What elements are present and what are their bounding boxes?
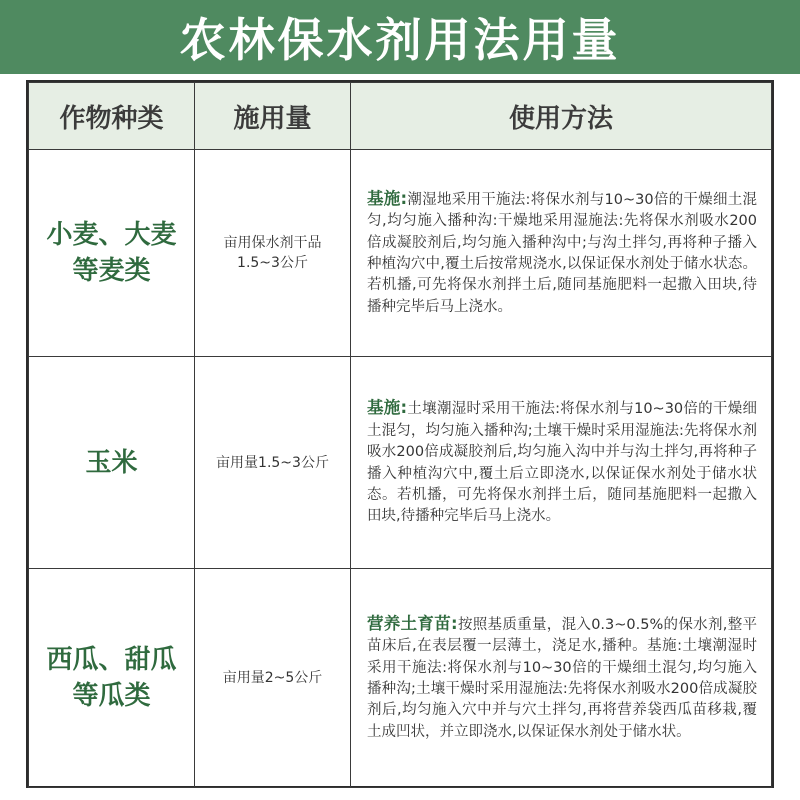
header-amount: 施用量: [195, 83, 351, 150]
method-cell: [351, 569, 772, 788]
method-label: 基施:: [367, 398, 408, 418]
method-text: 潮湿地采用干施法:将保水剂与10~30倍的干燥细土混匀,均匀施入播种沟:干燥地采用湿施法:先将保水剂吸水200倍成凝胶剂后,均匀施入播种沟中;与沟土拌匀,再将种子播入种植沟穴中,覆土后按常规浇水,以保证保水剂处于储水状态。若机播,可先将保水剂拌土后,随同基施肥料一起撒入田块,待播种完毕后马上浇水。: [367, 191, 757, 315]
amount-line1: 亩用量2~5公斤: [222, 670, 323, 686]
header-method: 使用方法: [351, 83, 772, 150]
page-title: 农林保水剂用法用量: [179, 13, 621, 67]
page-title-banner: [0, 0, 800, 74]
table-header-row: [29, 83, 772, 150]
crop-name-line1: 小麦、大麦: [46, 220, 177, 250]
crop-cell: [29, 569, 195, 788]
table-row-wheat: [29, 150, 772, 357]
crop-name-line1: 西瓜、甜瓜: [46, 645, 177, 675]
amount-cell: [195, 150, 351, 357]
amount-cell: [195, 569, 351, 788]
method-cell: [351, 150, 772, 357]
table-row-melon: [29, 569, 772, 788]
method-label: 营养土育苗:: [367, 613, 458, 633]
method-cell: [351, 357, 772, 569]
usage-table-frame: [26, 80, 774, 788]
method-text: 土壤潮湿时采用干施法:将保水剂与10~30倍的干燥细土混匀，均匀施入播种沟;土壤干燥时采用湿施法:先将保水剂吸水200倍成凝胶剂后,均匀施入沟中并与沟土拌匀,再将种子播入种植沟穴中,覆土后立即浇水,以保证保水剂处于储水状态。若机播，可先将保水剂拌土后，随同基施肥料一起撒入田块,待播种完毕后马上浇水。: [367, 401, 757, 525]
usage-table: [28, 82, 772, 788]
amount-line1: 亩用保水剂干品: [223, 235, 322, 251]
crop-cell: [29, 357, 195, 569]
method-label: 基施:: [367, 188, 408, 208]
amount-line2: 1.5~3公斤: [237, 255, 308, 271]
method-text: 按照基质重量，混入0.3~0.5%的保水剂,整平苗床后,在表层覆一层薄土，浇足水,播种。基施:土壤潮湿时采用干施法:将保水剂与10~30倍的干燥细土混匀,均匀施入播种沟;土壤干燥时采用湿施法:先将保水剂吸水200倍成凝胶剂后,均匀施入穴中并与穴土拌匀,再将营养袋西瓜苗移栽,覆土成凹状，并立即浇水,以保证保水剂处于储水状。: [367, 616, 757, 740]
crop-cell: [29, 150, 195, 357]
crop-name-line2: 等瓜类: [72, 681, 151, 711]
table-row-corn: [29, 357, 772, 569]
amount-line1: 亩用量1.5~3公斤: [216, 454, 329, 471]
crop-name-line2: 等麦类: [72, 256, 151, 286]
amount-cell: [195, 357, 351, 569]
header-crop: 作物种类: [29, 83, 195, 150]
crop-name-line1: 玉米: [85, 447, 138, 478]
